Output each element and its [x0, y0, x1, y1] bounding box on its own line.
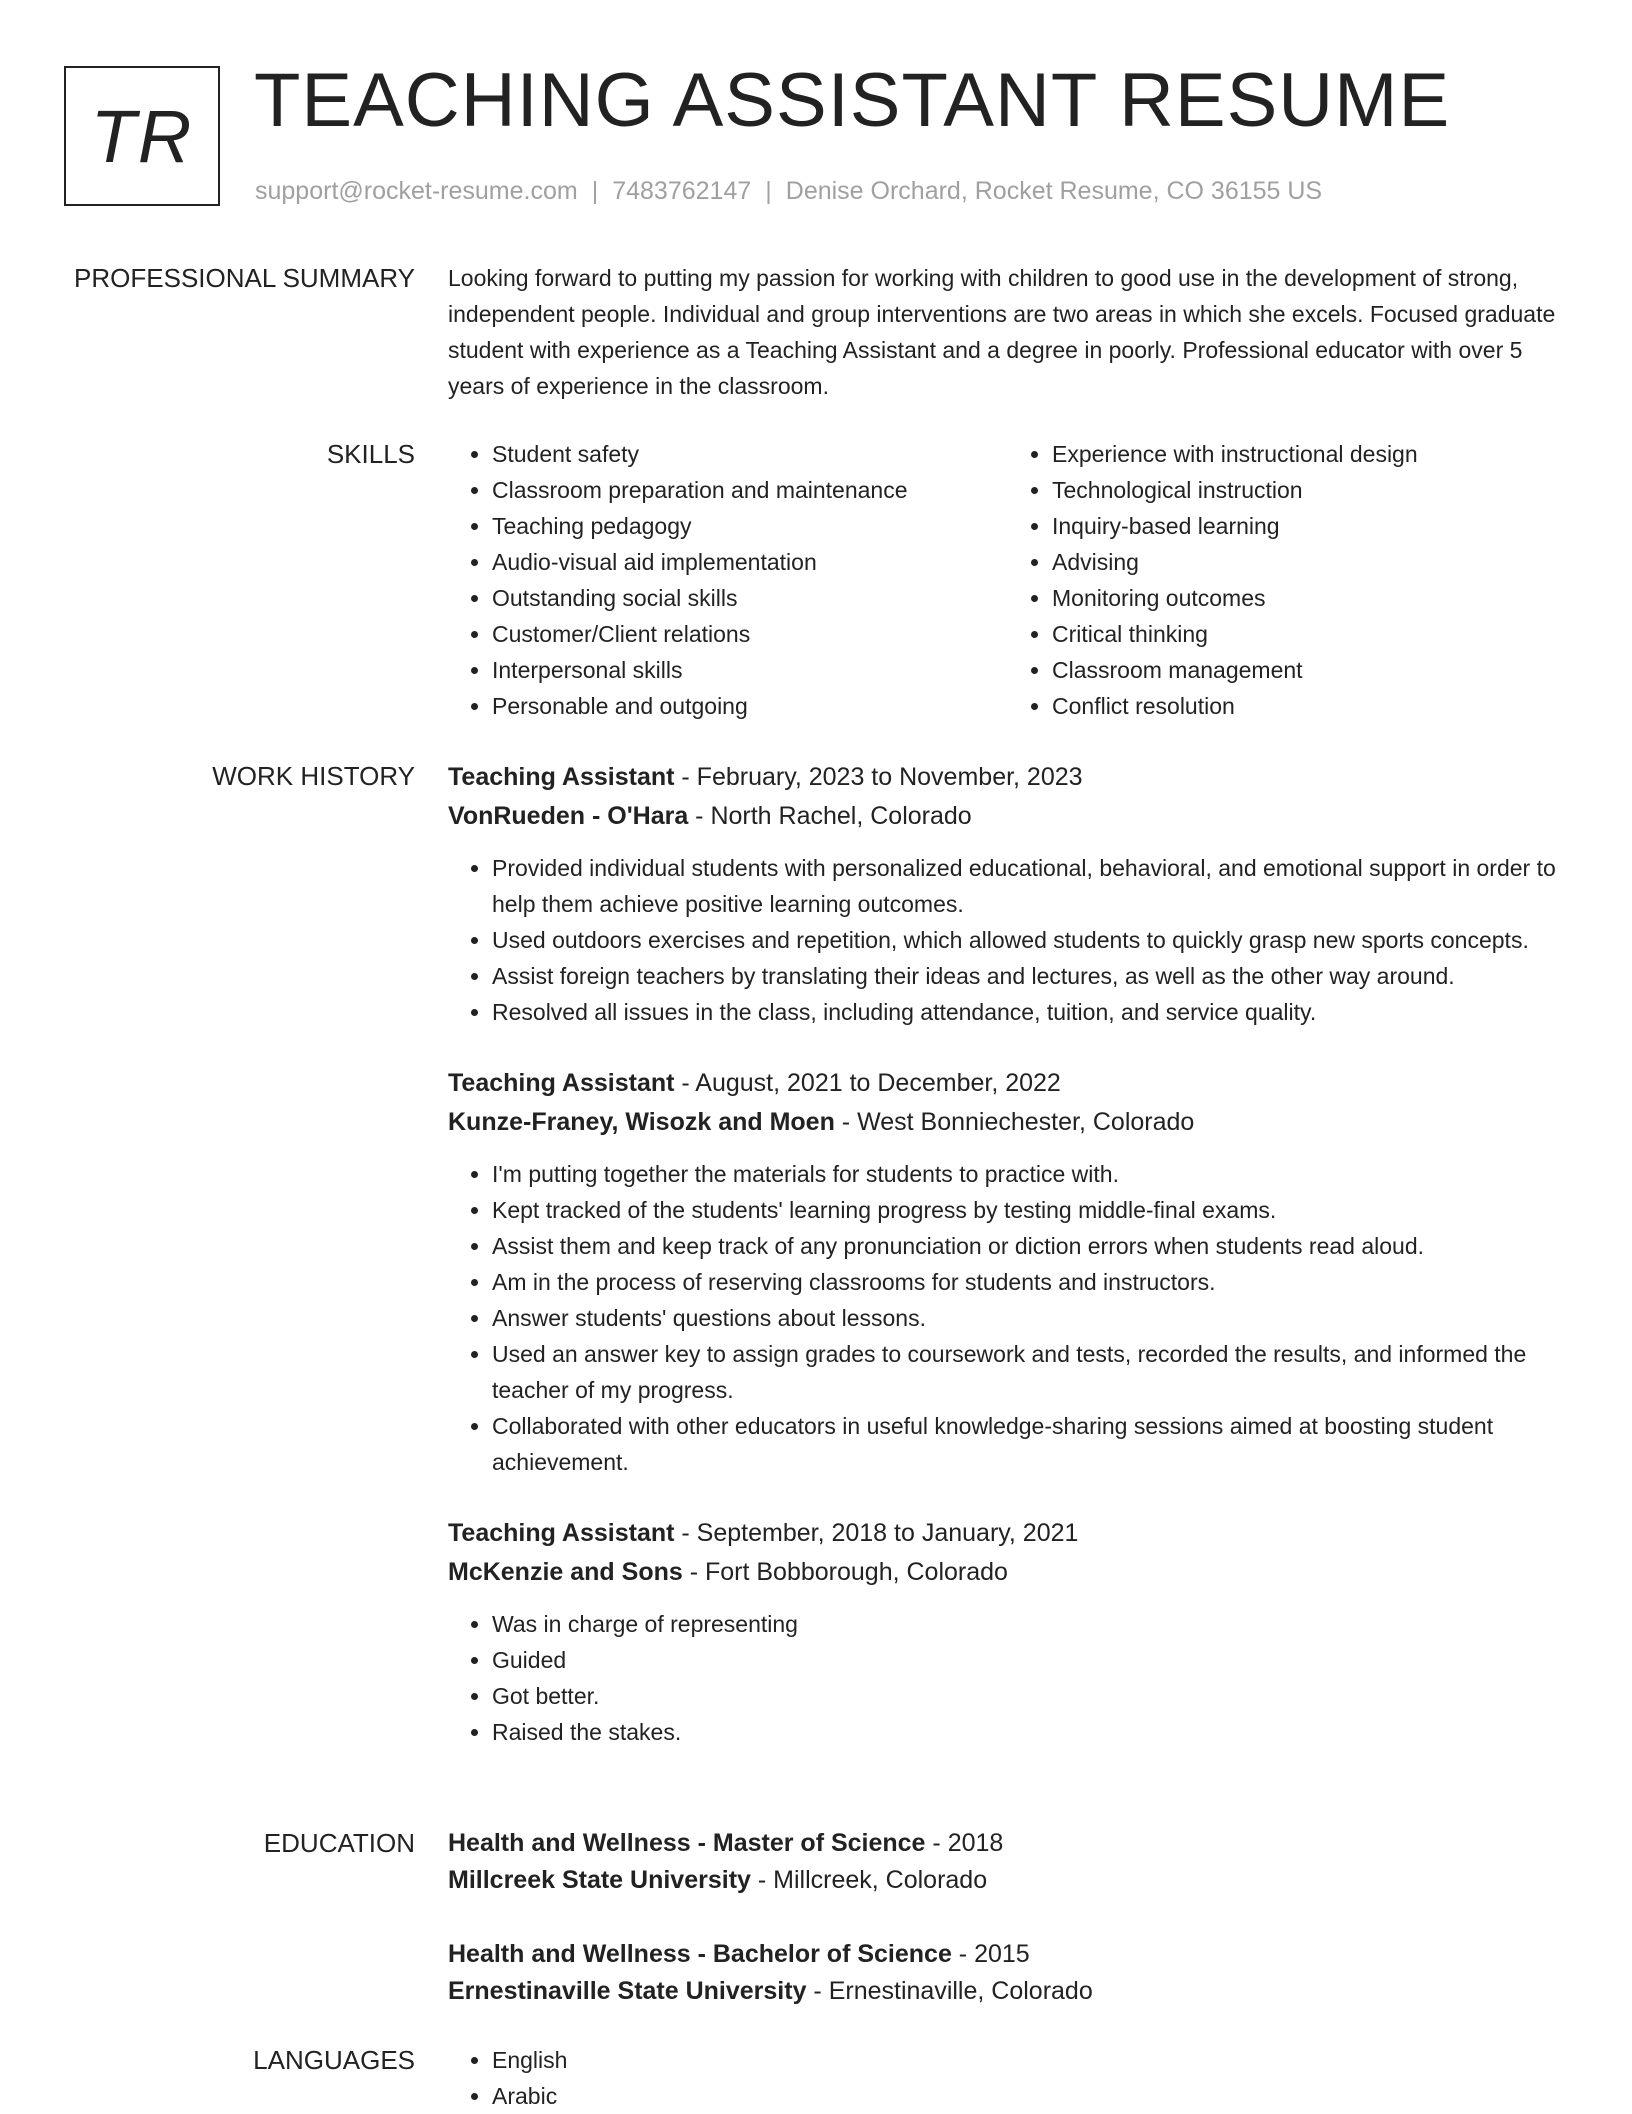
job-location: Fort Bobborough, Colorado [704, 1558, 1008, 1586]
contact-separator: | [591, 177, 599, 205]
skill-item: • Technological instruction [1052, 472, 1568, 508]
job-title: Teaching Assistant [448, 763, 675, 791]
contact-address: Denise Orchard, Rocket Resume, CO 36155 US [785, 177, 1323, 205]
job-entry [448, 758, 1568, 1030]
job-bullet: • Got better. [492, 1678, 1568, 1714]
job-dates: August, 2021 to December, 2022 [695, 1069, 1061, 1097]
dash: - [806, 1977, 829, 2005]
job-bullet: • Provided individual students with personalized educational, behavioral, and emotional support in order to help them achieve positive learning outcomes. [492, 850, 1568, 922]
dash: - [674, 763, 697, 791]
school: Millcreek State University [448, 1866, 751, 1894]
contact-separator: | [765, 177, 772, 205]
job-title-line [448, 1514, 1568, 1553]
job-location: West Bonniechester, Colorado [857, 1108, 1195, 1136]
job-title: Teaching Assistant [448, 1519, 675, 1547]
skill-item: • Classroom management [1052, 652, 1568, 688]
resume-title: TEACHING ASSISTANT RESUME [254, 58, 1451, 143]
job-bullet-list [448, 850, 1568, 1030]
degree-year: 2015 [974, 1940, 1030, 1968]
language-item: • Arabic [492, 2078, 1568, 2114]
skill-item: • Monitoring outcomes [1052, 580, 1568, 616]
skill-item: • Student safety [492, 436, 1008, 472]
job-bullet: • Kept tracked of the students' learning progress by testing middle-final exams. [492, 1192, 1568, 1228]
degree-line [448, 1936, 1568, 1973]
skill-item: • Teaching pedagogy [492, 508, 1008, 544]
skill-item: • Classroom preparation and maintenance [492, 472, 1008, 508]
skill-item: • Inquiry-based learning [1052, 508, 1568, 544]
school-line [448, 1862, 1568, 1899]
job-bullet: • Assist them and keep track of any pronunciation or diction errors when students read aloud. [492, 1228, 1568, 1264]
job-bullet: • Used outdoors exercises and repetition, which allowed students to quickly grasp new sports concepts. [492, 922, 1568, 958]
job-company: VonRueden - O'Hara [448, 802, 689, 830]
job-company-line [448, 797, 1568, 836]
section-label-summary: PROFESSIONAL SUMMARY [74, 263, 415, 293]
skills-list-left [448, 436, 1008, 724]
job-bullet: • Resolved all issues in the class, including attendance, tuition, and service quality. [492, 994, 1568, 1030]
contact-line [255, 174, 1322, 208]
dash: - [674, 1519, 697, 1547]
language-list [448, 2042, 1568, 2114]
skill-item: • Customer/Client relations [492, 616, 1008, 652]
degree-year: 2018 [947, 1829, 1004, 1857]
job-company: Kunze-Franey, Wisozk and Moen [448, 1108, 835, 1136]
language-item: • English [492, 2042, 1568, 2078]
job-title: Teaching Assistant [448, 1069, 675, 1097]
school-line [448, 1973, 1568, 2010]
monogram-badge: TR [64, 66, 220, 206]
dash: - [834, 1108, 858, 1136]
job-bullet-list [448, 1606, 1568, 1750]
job-bullet: • Assist foreign teachers by translating their ideas and lectures, as well as the other way around. [492, 958, 1568, 994]
skill-item: • Personable and outgoing [492, 688, 1008, 724]
education-entry [448, 1825, 1568, 1899]
section-label-work-history: WORK HISTORY [212, 761, 415, 791]
job-title-line [448, 758, 1568, 797]
section-label-skills: SKILLS [326, 439, 415, 469]
school-location: Millcreek, Colorado [773, 1866, 988, 1894]
education-entry [448, 1936, 1568, 2010]
job-entry [448, 1064, 1568, 1480]
job-bullet-list [448, 1156, 1568, 1480]
job-bullet: • Raised the stakes. [492, 1714, 1568, 1750]
job-bullet: • Collaborated with other educators in useful knowledge-sharing sessions aimed at boosting student achievement. [492, 1408, 1568, 1480]
job-company-line [448, 1103, 1568, 1142]
degree-line [448, 1825, 1568, 1862]
skill-item: • Interpersonal skills [492, 652, 1008, 688]
school-location: Ernestinaville, Colorado [828, 1977, 1093, 2005]
dash: - [674, 1069, 696, 1097]
job-bullet: • Used an answer key to assign grades to coursework and tests, recorded the results, and informed the teacher of my progress. [492, 1336, 1568, 1408]
job-bullet: • Guided [492, 1642, 1568, 1678]
summary-text: Looking forward to putting my passion for working with children to good use in the development of strong, independent people. Individual and group interventions are two areas in which she excels. Focused graduate student with experience as a Teaching Assistant and a degree in poorly. Professional educator with over 5 years of experience in the classroom. [448, 265, 1556, 399]
degree: Health and Wellness - Bachelor of Science [448, 1940, 952, 1968]
dash: - [682, 1558, 705, 1586]
job-bullet: • Answer students' questions about lessons. [492, 1300, 1568, 1336]
contact-phone[interactable]: 7483762147 [612, 177, 752, 205]
dash: - [750, 1866, 774, 1894]
job-dates: February, 2023 to November, 2023 [696, 763, 1083, 791]
dash: - [688, 802, 711, 830]
dash: - [925, 1829, 948, 1857]
school: Ernestinaville State University [448, 1977, 807, 2005]
job-location: North Rachel, Colorado [710, 802, 972, 830]
job-bullet: • Was in charge of representing [492, 1606, 1568, 1642]
job-dates: September, 2018 to January, 2021 [696, 1519, 1079, 1547]
dash: - [951, 1940, 975, 1968]
skill-item: • Experience with instructional design [1052, 436, 1568, 472]
degree: Health and Wellness - Master of Science [448, 1829, 926, 1857]
job-company-line [448, 1553, 1568, 1592]
job-entry [448, 1514, 1568, 1750]
skill-item: • Conflict resolution [1052, 688, 1568, 724]
skills-list-right [1008, 436, 1568, 724]
section-label-education: EDUCATION [263, 1828, 415, 1858]
skill-item: • Outstanding social skills [492, 580, 1008, 616]
skill-item: • Audio-visual aid implementation [492, 544, 1008, 580]
job-title-line [448, 1064, 1568, 1103]
job-bullet: • Am in the process of reserving classrooms for students and instructors. [492, 1264, 1568, 1300]
section-label-languages: LANGUAGES [253, 2045, 415, 2075]
skill-item: • Advising [1052, 544, 1568, 580]
contact-email[interactable]: support@rocket-resume.com [255, 177, 578, 205]
job-bullet: • I'm putting together the materials for students to practice with. [492, 1156, 1568, 1192]
job-company: McKenzie and Sons [448, 1558, 683, 1586]
skill-item: • Critical thinking [1052, 616, 1568, 652]
